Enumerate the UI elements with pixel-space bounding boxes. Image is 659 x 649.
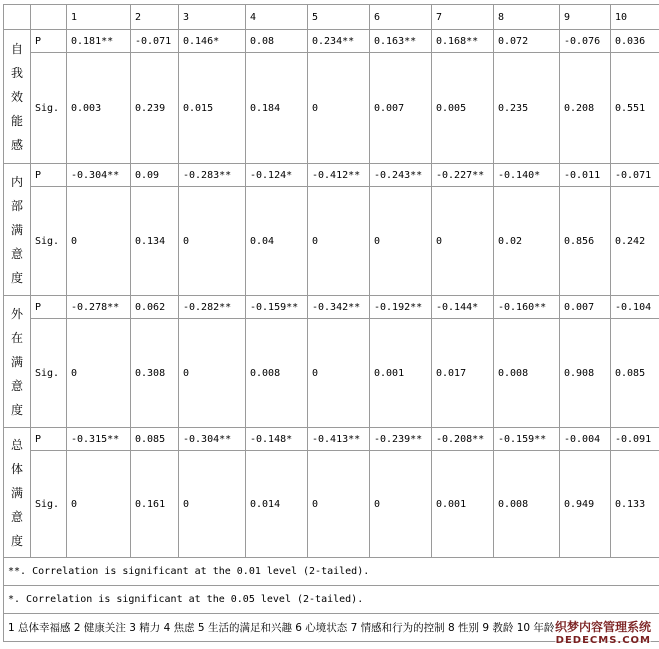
p-value: -0.304** bbox=[67, 164, 131, 187]
sig-value: 0.017 bbox=[432, 319, 494, 428]
column-header: 7 bbox=[432, 5, 494, 30]
p-value: -0.144* bbox=[432, 296, 494, 319]
footnote-005: *. Correlation is significant at the 0.05 level (2-tailed). bbox=[4, 586, 659, 614]
sig-value: 0 bbox=[308, 451, 370, 558]
sig-value: 0 bbox=[179, 187, 246, 296]
sig-value: 0.551 bbox=[611, 53, 659, 164]
sig-label: Sig. bbox=[31, 319, 67, 428]
column-header: 9 bbox=[560, 5, 611, 30]
p-value: -0.192** bbox=[370, 296, 432, 319]
sig-value: 0.134 bbox=[131, 187, 179, 296]
sig-row bbox=[4, 187, 659, 296]
p-value: 0.09 bbox=[131, 164, 179, 187]
p-value: -0.282** bbox=[179, 296, 246, 319]
p-label: P bbox=[31, 296, 67, 319]
sig-label: Sig. bbox=[31, 187, 67, 296]
group-char: 能 bbox=[10, 113, 23, 128]
group-char: 体 bbox=[10, 461, 23, 476]
sig-value: 0.308 bbox=[131, 319, 179, 428]
p-value: 0.234** bbox=[308, 30, 370, 53]
p-value: -0.159** bbox=[494, 428, 560, 451]
sig-value: 0 bbox=[370, 187, 432, 296]
p-value: -0.283** bbox=[179, 164, 246, 187]
p-label: P bbox=[31, 30, 67, 53]
sig-value: 0 bbox=[67, 451, 131, 558]
sig-value: 0 bbox=[67, 187, 131, 296]
p-value: -0.104 bbox=[611, 296, 659, 319]
sig-value: 0.856 bbox=[560, 187, 611, 296]
p-value: -0.412** bbox=[308, 164, 370, 187]
p-value: -0.011 bbox=[560, 164, 611, 187]
sig-value: 0.007 bbox=[370, 53, 432, 164]
row-group-label bbox=[4, 30, 31, 164]
column-header: 5 bbox=[308, 5, 370, 30]
sig-value: 0.001 bbox=[432, 451, 494, 558]
column-header: 10 bbox=[611, 5, 659, 30]
p-row bbox=[4, 428, 659, 451]
group-char: 部 bbox=[10, 198, 23, 213]
sig-row bbox=[4, 53, 659, 164]
p-value: -0.148* bbox=[246, 428, 308, 451]
sig-value: 0.208 bbox=[560, 53, 611, 164]
watermark bbox=[555, 618, 651, 646]
row-group-label bbox=[4, 296, 31, 428]
sig-value: 0.001 bbox=[370, 319, 432, 428]
p-value: -0.278** bbox=[67, 296, 131, 319]
sig-value: 0.184 bbox=[246, 53, 308, 164]
column-header: 2 bbox=[131, 5, 179, 30]
p-row bbox=[4, 164, 659, 187]
p-value: 0.146* bbox=[179, 30, 246, 53]
group-char: 意 bbox=[10, 378, 23, 393]
group-char: 自 bbox=[10, 41, 23, 56]
group-char: 效 bbox=[10, 89, 23, 104]
sig-value: 0 bbox=[370, 451, 432, 558]
group-char: 意 bbox=[10, 246, 23, 261]
empty-corner-cell bbox=[4, 5, 31, 30]
sig-value: 0.008 bbox=[494, 319, 560, 428]
p-value: -0.004 bbox=[560, 428, 611, 451]
p-value: -0.071 bbox=[611, 164, 659, 187]
sig-value: 0.003 bbox=[67, 53, 131, 164]
p-value: -0.124* bbox=[246, 164, 308, 187]
watermark-line1: 织梦内容管理系统 bbox=[554, 620, 651, 634]
sig-value: 0.133 bbox=[611, 451, 659, 558]
p-value: 0.036 bbox=[611, 30, 659, 53]
sig-value: 0.085 bbox=[611, 319, 659, 428]
sig-row bbox=[4, 319, 659, 428]
p-label: P bbox=[31, 164, 67, 187]
p-value: -0.208** bbox=[432, 428, 494, 451]
p-value: -0.140* bbox=[494, 164, 560, 187]
sig-value: 0.008 bbox=[494, 451, 560, 558]
group-char: 总 bbox=[10, 437, 23, 452]
watermark-line2: DEDECMS.COM bbox=[555, 635, 651, 646]
empty-corner-cell bbox=[31, 5, 67, 30]
sig-label: Sig. bbox=[31, 451, 67, 558]
p-value: -0.243** bbox=[370, 164, 432, 187]
p-value: 0.062 bbox=[131, 296, 179, 319]
sig-value: 0.908 bbox=[560, 319, 611, 428]
p-value: 0.072 bbox=[494, 30, 560, 53]
sig-value: 0 bbox=[308, 319, 370, 428]
sig-value: 0.239 bbox=[131, 53, 179, 164]
sig-value: 0 bbox=[67, 319, 131, 428]
p-value: 0.08 bbox=[246, 30, 308, 53]
sig-value: 0.015 bbox=[179, 53, 246, 164]
sig-row bbox=[4, 451, 659, 558]
sig-value: 0.235 bbox=[494, 53, 560, 164]
p-value: -0.315** bbox=[67, 428, 131, 451]
p-row bbox=[4, 30, 659, 53]
sig-value: 0 bbox=[308, 187, 370, 296]
group-char: 我 bbox=[10, 65, 23, 80]
sig-value: 0 bbox=[432, 187, 494, 296]
p-value: 0.168** bbox=[432, 30, 494, 53]
group-char: 内 bbox=[10, 174, 23, 189]
p-value: 0.007 bbox=[560, 296, 611, 319]
row-group-label bbox=[4, 164, 31, 296]
p-value: -0.091 bbox=[611, 428, 659, 451]
sig-value: 0.161 bbox=[131, 451, 179, 558]
sig-value: 0.02 bbox=[494, 187, 560, 296]
p-label: P bbox=[31, 428, 67, 451]
variable-key: 1 总体幸福感 2 健康关注 3 精力 4 焦虑 5 生活的满足和兴趣 6 心境状态 7 情感和行为的控制 8 性别 9 教龄 10 年龄 bbox=[4, 614, 659, 642]
sig-value: 0.04 bbox=[246, 187, 308, 296]
p-value: -0.239** bbox=[370, 428, 432, 451]
sig-value: 0.949 bbox=[560, 451, 611, 558]
sig-value: 0 bbox=[179, 451, 246, 558]
sig-value: 0.008 bbox=[246, 319, 308, 428]
p-value: -0.071 bbox=[131, 30, 179, 53]
group-char: 度 bbox=[10, 402, 23, 417]
header-row bbox=[4, 5, 659, 30]
column-header: 8 bbox=[494, 5, 560, 30]
p-value: 0.085 bbox=[131, 428, 179, 451]
footnote-row bbox=[4, 558, 659, 586]
row-group-label bbox=[4, 428, 31, 558]
group-char: 意 bbox=[10, 509, 23, 524]
p-value: -0.342** bbox=[308, 296, 370, 319]
group-char: 外 bbox=[10, 306, 23, 321]
group-char: 满 bbox=[10, 354, 23, 369]
column-header: 3 bbox=[179, 5, 246, 30]
p-row bbox=[4, 296, 659, 319]
column-header: 6 bbox=[370, 5, 432, 30]
column-header: 1 bbox=[67, 5, 131, 30]
sig-value: 0.242 bbox=[611, 187, 659, 296]
sig-value: 0 bbox=[179, 319, 246, 428]
group-char: 满 bbox=[10, 222, 23, 237]
footnote-001: **. Correlation is significant at the 0.01 level (2-tailed). bbox=[4, 558, 659, 586]
column-header: 4 bbox=[246, 5, 308, 30]
group-char: 在 bbox=[10, 330, 23, 345]
footnote-row bbox=[4, 586, 659, 614]
p-value: -0.304** bbox=[179, 428, 246, 451]
p-value: -0.227** bbox=[432, 164, 494, 187]
p-value: -0.159** bbox=[246, 296, 308, 319]
sig-value: 0.005 bbox=[432, 53, 494, 164]
p-value: -0.413** bbox=[308, 428, 370, 451]
sig-value: 0.014 bbox=[246, 451, 308, 558]
sig-label: Sig. bbox=[31, 53, 67, 164]
group-char: 感 bbox=[10, 137, 23, 152]
sig-value: 0 bbox=[308, 53, 370, 164]
group-char: 满 bbox=[10, 485, 23, 500]
p-value: -0.076 bbox=[560, 30, 611, 53]
group-char: 度 bbox=[10, 270, 23, 285]
p-value: 0.181** bbox=[67, 30, 131, 53]
correlation-table bbox=[3, 4, 659, 642]
p-value: -0.160** bbox=[494, 296, 560, 319]
p-value: 0.163** bbox=[370, 30, 432, 53]
group-char: 度 bbox=[10, 533, 23, 548]
